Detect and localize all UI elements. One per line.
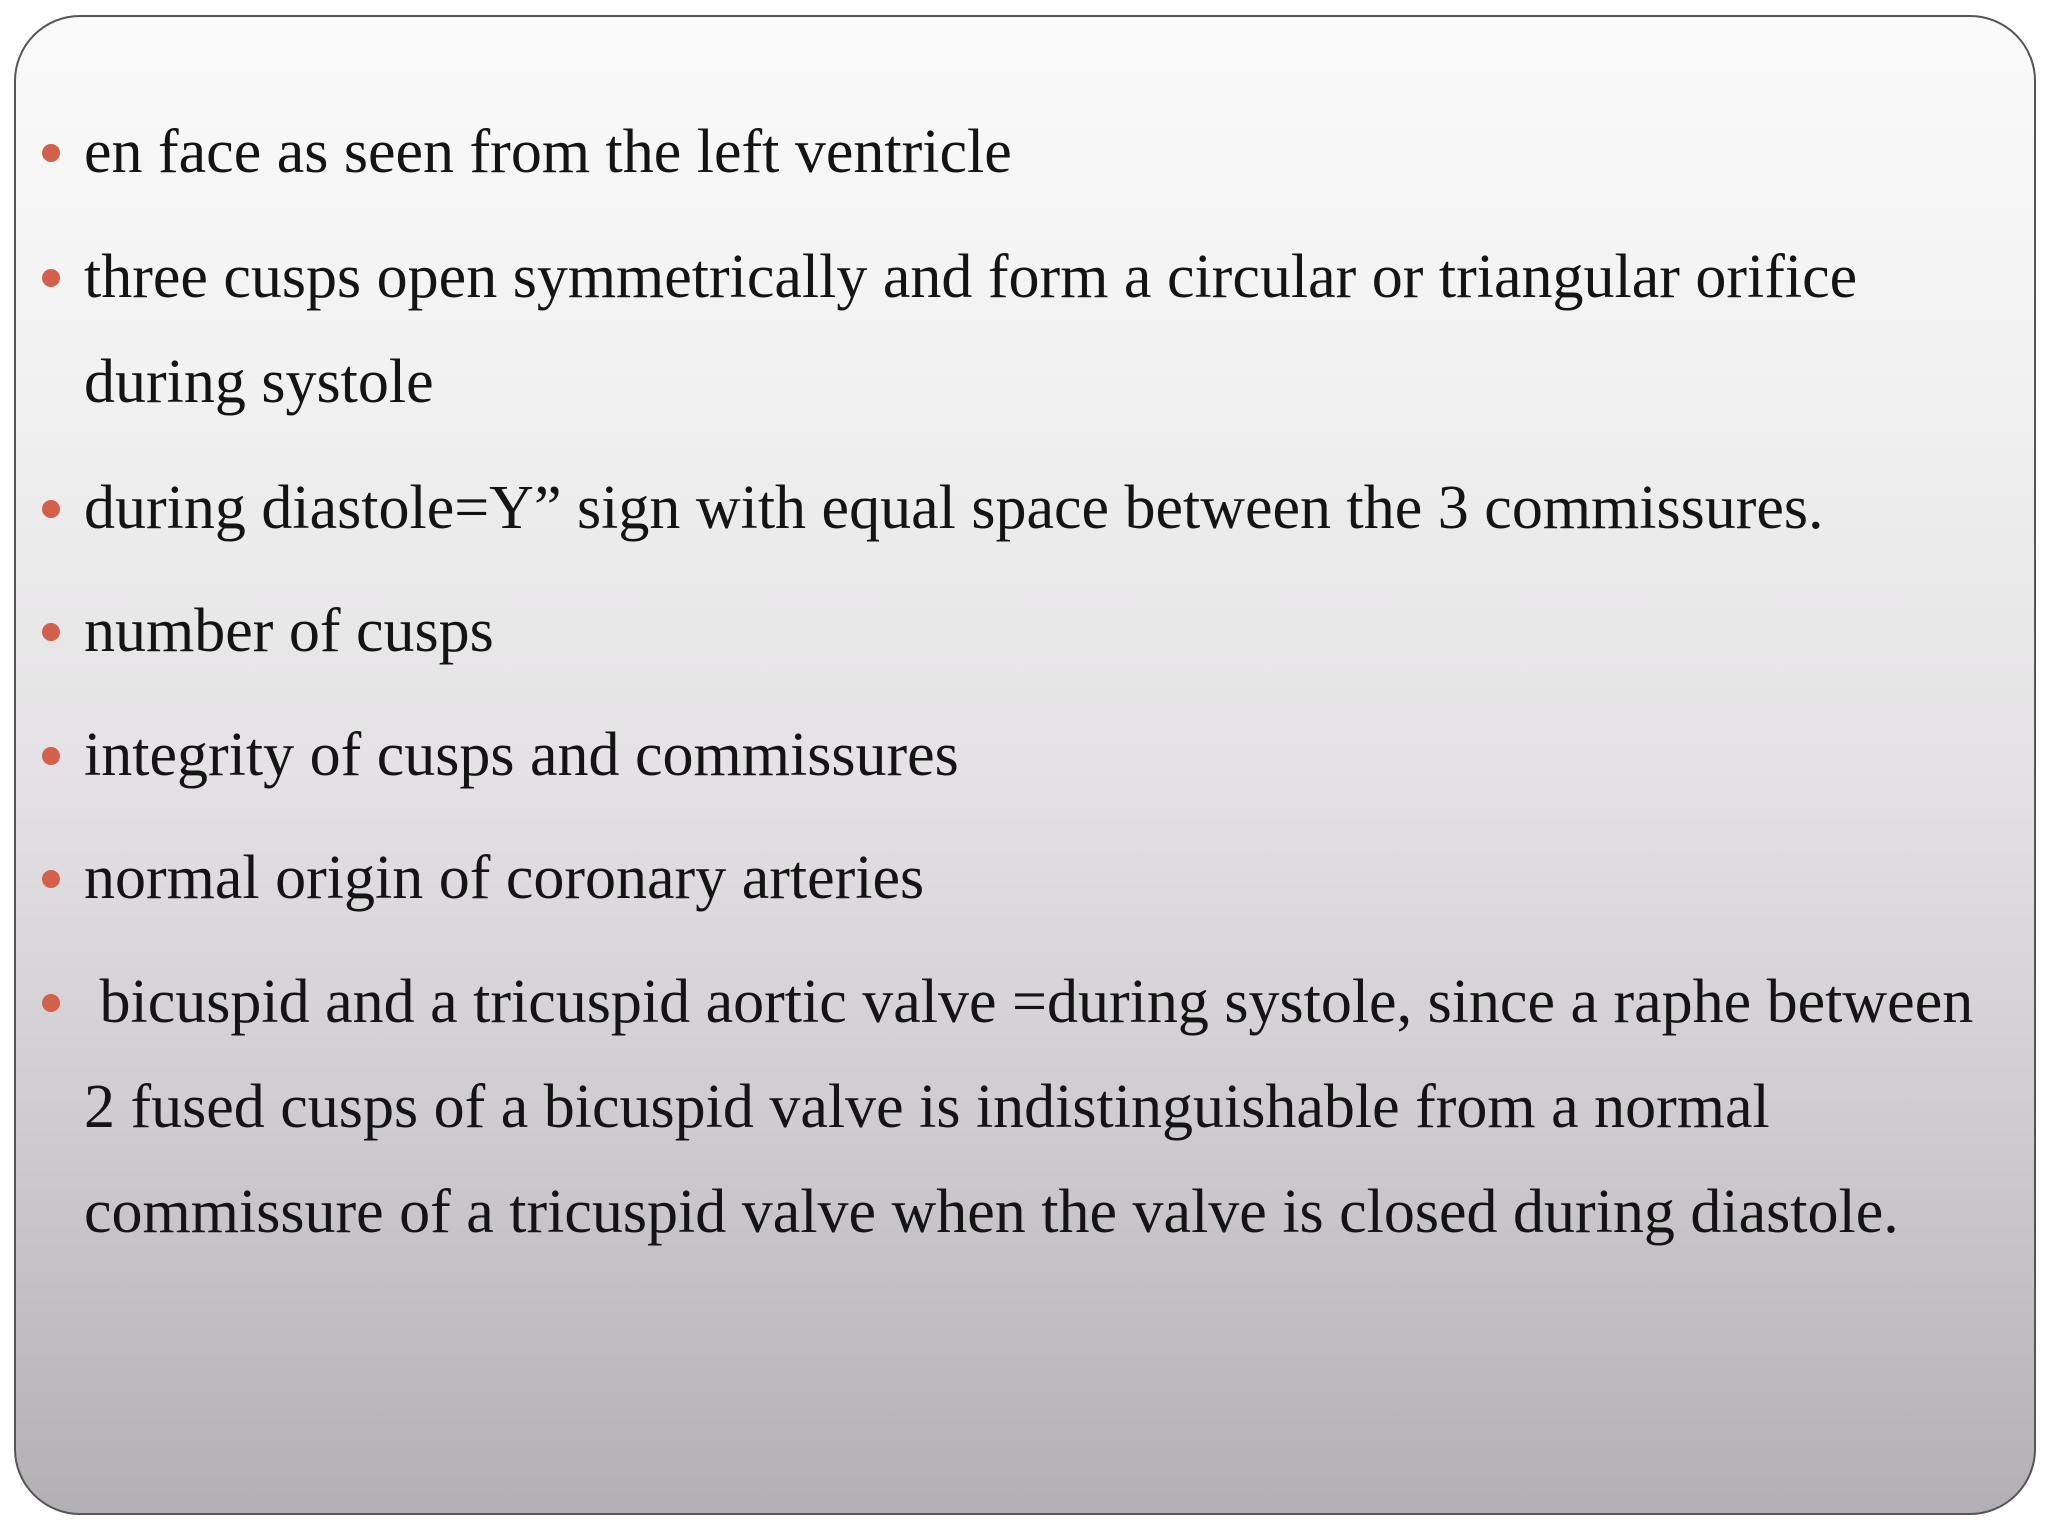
bullet-text: number of cusps bbox=[84, 597, 494, 665]
bullet-item bbox=[84, 456, 2024, 561]
bullet-dot-icon bbox=[42, 500, 60, 518]
bullet-dot-icon bbox=[42, 747, 60, 765]
bullet-text: normal origin of coronary arteries bbox=[84, 844, 925, 912]
bullet-dot-icon bbox=[42, 623, 60, 641]
bullet-text: integrity of cusps and commissures bbox=[84, 721, 959, 789]
bullet-dot-icon bbox=[42, 144, 60, 162]
bullet-text: en face as seen from the left ventricle bbox=[84, 118, 1012, 186]
bullet-item bbox=[84, 100, 2024, 205]
bullet-dot-icon bbox=[42, 870, 60, 888]
bullet-item bbox=[84, 950, 2014, 1265]
bullet-dot-icon bbox=[42, 994, 60, 1012]
bullet-dot-icon bbox=[42, 269, 60, 287]
bullet-item bbox=[84, 579, 2024, 684]
bullet-text: bicuspid and a tricuspid aortic valve =during systole, since a raphe between 2 fused cusps of a bicuspid valve is indistinguishable from a normal commissure of a tricuspid valve when the valve is closed during diastole. bbox=[84, 968, 1989, 1246]
bullet-item bbox=[84, 826, 2024, 931]
bullet-item bbox=[84, 703, 2024, 808]
slide bbox=[14, 15, 2036, 1515]
bullet-item bbox=[84, 225, 2014, 435]
bullet-text: during diastole=Y” sign with equal space between the 3 commissures. bbox=[84, 474, 1824, 542]
bullet-text: three cusps open symmetrically and form a circular or triangular orifice during systole bbox=[84, 243, 1858, 416]
